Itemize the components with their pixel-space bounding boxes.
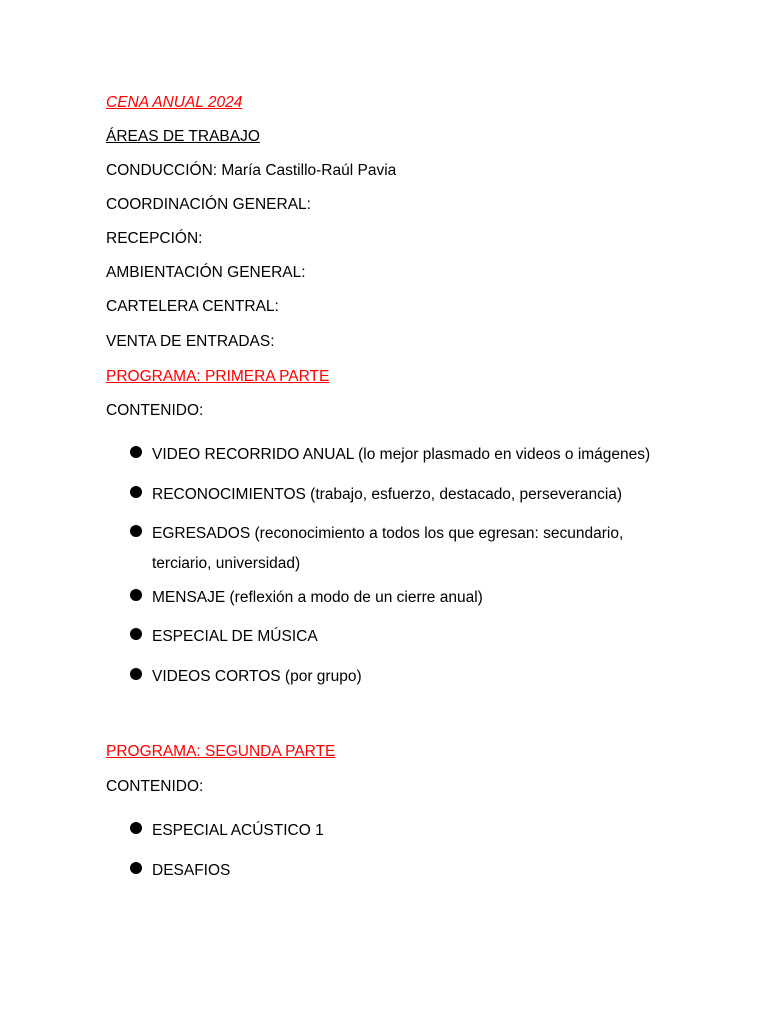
area-recepcion: RECEPCIÓN: bbox=[106, 230, 203, 247]
bullet-icon bbox=[130, 822, 142, 834]
list-item-text: MENSAJE (reflexión a modo de un cierre anual) bbox=[152, 589, 483, 606]
part2-heading: PROGRAMA: SEGUNDA PARTE bbox=[106, 743, 336, 760]
part1-heading: PROGRAMA: PRIMERA PARTE bbox=[106, 368, 330, 385]
bullet-icon bbox=[130, 628, 142, 640]
bullet-icon bbox=[130, 668, 142, 680]
bullet-icon bbox=[130, 446, 142, 458]
area-ambientacion: AMBIENTACIÓN GENERAL: bbox=[106, 264, 306, 281]
document-title: CENA ANUAL 2024 bbox=[106, 94, 243, 111]
list-item-text: DESAFIOS bbox=[152, 862, 231, 879]
area-cartelera: CARTELERA CENTRAL: bbox=[106, 298, 279, 315]
list-item-text: ESPECIAL DE MÚSICA bbox=[152, 628, 318, 645]
list-item-text: EGRESADOS (reconocimiento a todos los que egresan: secundario, terciario, universidad) bbox=[152, 525, 624, 572]
part2-content-label: CONTENIDO: bbox=[106, 778, 204, 795]
bullet-icon bbox=[130, 862, 142, 874]
area-coordinacion: COORDINACIÓN GENERAL: bbox=[106, 196, 311, 213]
list-item-text: VIDEO RECORRIDO ANUAL (lo mejor plasmado en videos o imágenes) bbox=[152, 446, 651, 463]
list-item-text: VIDEOS CORTOS (por grupo) bbox=[152, 668, 362, 685]
bullet-icon bbox=[130, 486, 142, 498]
area-venta-entradas: VENTA DE ENTRADAS: bbox=[106, 333, 275, 350]
list-item-text: RECONOCIMIENTOS (trabajo, esfuerzo, destacado, perseverancia) bbox=[152, 486, 623, 503]
bullet-icon bbox=[130, 525, 142, 537]
area-conduccion: CONDUCCIÓN: María Castillo-Raúl Pavia bbox=[106, 162, 397, 179]
part1-content-label: CONTENIDO: bbox=[106, 402, 204, 419]
areas-heading: ÁREAS DE TRABAJO bbox=[106, 128, 260, 145]
list-item-text: ESPECIAL ACÚSTICO 1 bbox=[152, 822, 324, 839]
bullet-icon bbox=[130, 589, 142, 601]
